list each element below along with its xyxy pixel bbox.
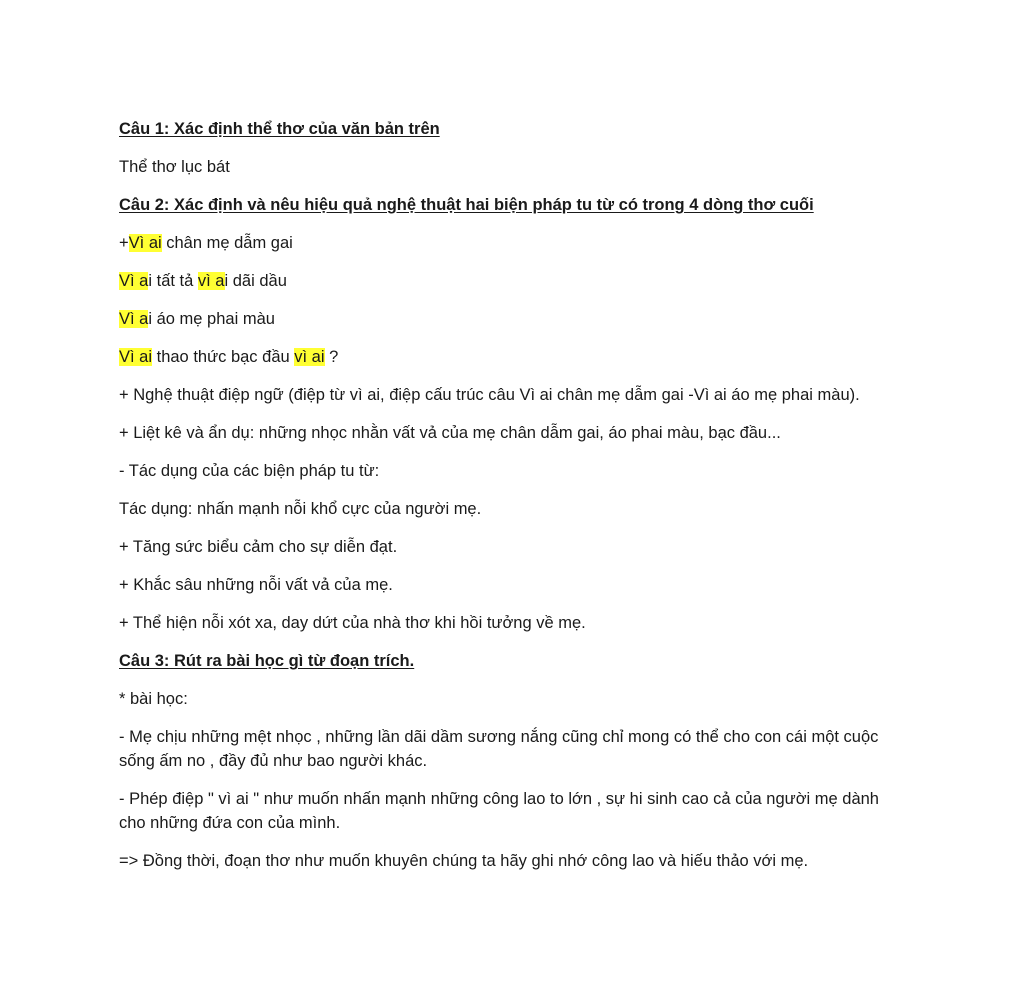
paragraph: + Thể hiện nỗi xót xa, day dứt của nhà thơ khi hồi tưởng về mẹ.: [119, 614, 586, 632]
poem-line-2-rest: i dãi dầu: [224, 272, 287, 290]
highlighted-text: vì a: [197, 272, 225, 290]
poem-line-4-mid: thao thức bạc đầu: [152, 348, 295, 366]
question-2-heading: Câu 2: Xác định và nêu hiệu quả nghệ thuật hai biện pháp tu từ có trong 4 dòng thơ cuối: [119, 196, 814, 214]
poem-line-3-rest: i áo mẹ phai màu: [148, 310, 275, 328]
highlighted-text: Vì ai: [128, 234, 162, 252]
paragraph: Tác dụng: nhấn mạnh nỗi khổ cực của người mẹ.: [119, 500, 482, 518]
paragraph: + Khắc sâu những nỗi vất vả của mẹ.: [119, 576, 393, 594]
poem-line-1-prefix: +: [119, 234, 129, 252]
poem-line-4-rest: ?: [324, 348, 339, 366]
poem-line-2-mid: i tất tả: [148, 272, 198, 290]
paragraph: * bài học:: [119, 690, 188, 708]
question-1-answer: Thể thơ lục bát: [119, 158, 230, 176]
question-3-heading: Câu 3: Rút ra bài học gì từ đoạn trích.: [119, 652, 415, 670]
highlighted-text: Vì a: [119, 310, 149, 328]
paragraph: - Tác dụng của các biện pháp tu từ:: [119, 462, 380, 480]
highlighted-text: vì ai: [294, 348, 325, 366]
poem-line-1: [119, 231, 909, 255]
paragraph: => Đồng thời, đoạn thơ như muốn khuyên chúng ta hãy ghi nhớ công lao và hiếu thảo với mẹ.: [119, 852, 809, 870]
paragraph: - Mẹ chịu những mệt nhọc , những lần dãi dầm sương nắng cũng chỉ mong có thể cho con cái một cuộc sống ấm no , đầy đủ như bao người khác.: [119, 728, 879, 770]
highlighted-text: Vì ai: [119, 348, 153, 366]
poem-line-4: [119, 345, 909, 369]
paragraph: + Tăng sức biểu cảm cho sự diễn đạt.: [119, 538, 398, 556]
paragraph: + Liệt kê và ẩn dụ: những nhọc nhằn vất vả của mẹ chân dẫm gai, áo phai màu, bạc đầu...: [119, 424, 781, 442]
document-page: [119, 117, 909, 887]
paragraph: + Nghệ thuật điệp ngữ (điệp từ vì ai, điệp cấu trúc câu Vì ai chân mẹ dẫm gai -Vì ai áo mẹ phai màu).: [119, 386, 860, 404]
poem-line-2: [119, 269, 909, 293]
question-1-heading: Câu 1: Xác định thể thơ của văn bản trên: [119, 120, 440, 138]
poem-line-3: [119, 307, 909, 331]
poem-line-1-rest: chân mẹ dẫm gai: [161, 234, 293, 252]
paragraph: - Phép điệp " vì ai " như muốn nhấn mạnh những công lao to lớn , sự hi sinh cao cả của người mẹ dành cho những đứa con của mình.: [119, 790, 879, 832]
highlighted-text: Vì a: [119, 272, 149, 290]
